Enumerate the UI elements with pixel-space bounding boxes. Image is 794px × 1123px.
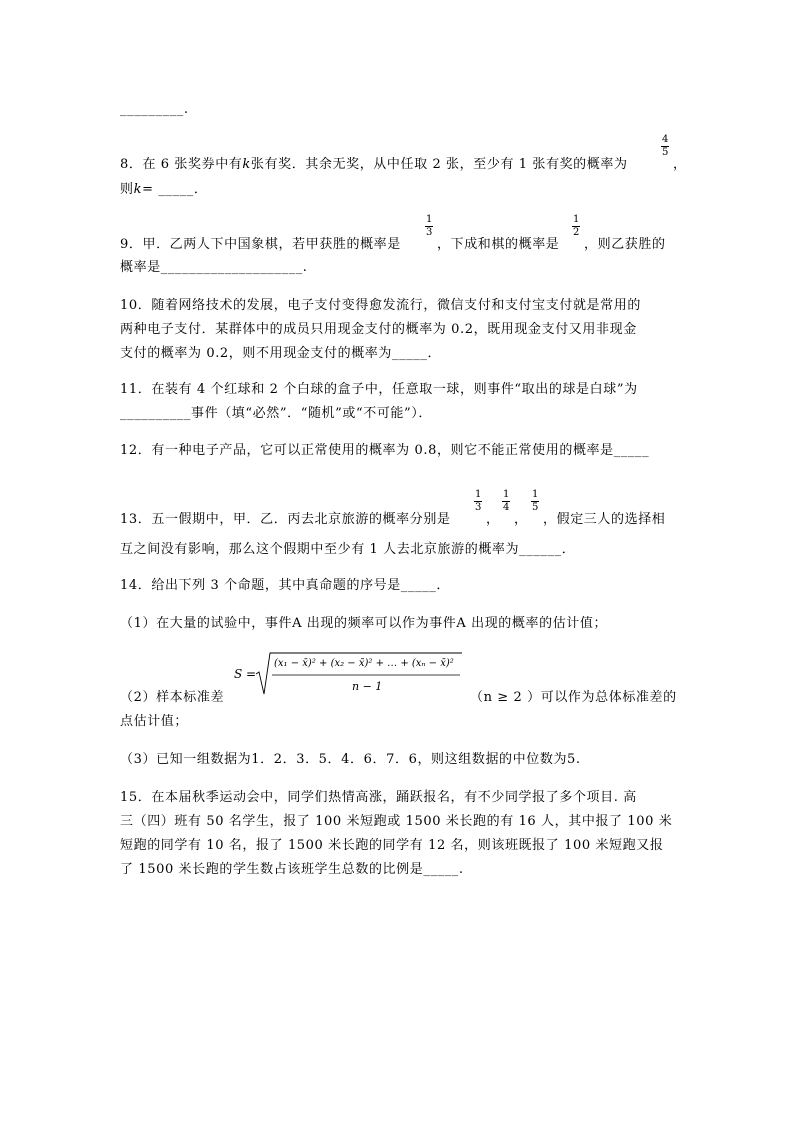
fraction-one-third-b xyxy=(474,489,482,514)
question-9-line-2: 概率是____________________. xyxy=(120,260,308,275)
fraction-numerator: 1 xyxy=(573,214,580,225)
proposition-3: （3）已知一组数据为1．2．3．5．4．6．7．6，则这组数据的中位数为5. xyxy=(120,752,581,767)
proposition-2-line-2: 点估计值； xyxy=(120,714,189,729)
q8-text-pre: 8．在 6 张奖券中有 xyxy=(120,157,243,172)
fraction-one-fourth xyxy=(502,489,510,514)
fraction-denominator: 2 xyxy=(573,227,580,238)
question-10-line-2: 两种电子支付．某群体中的成员只用现金支付的概率为 0.2，既用现金支付又用非现金 xyxy=(120,322,637,337)
fraction-one-half xyxy=(572,214,580,239)
proposition-1: （1）在大量的试验中，事件A 出现的频率可以作为事件A 出现的概率的估计值； xyxy=(120,616,608,631)
q13-separator-2: ， xyxy=(514,512,528,527)
fraction-one-fifth xyxy=(531,489,539,514)
question-10-line-1: 10．随着网络技术的发展，电子支付变得愈发流行，微信支付和支付宝支付就是常用的 xyxy=(120,298,641,313)
q8b-text-pre: 则 xyxy=(120,182,134,197)
question-8-line-1 xyxy=(120,157,628,173)
q13-text-end: ，假定三人的选择相 xyxy=(543,512,666,527)
q8-variable-k: k xyxy=(242,157,251,172)
fraction-denominator: 4 xyxy=(503,502,510,513)
question-11-line-2: __________事件（填“必然”．“随机”或“不可能”）． xyxy=(120,406,432,421)
q8-end-comma: ， xyxy=(673,157,687,172)
proposition-2-label: （2）样本标准差 xyxy=(120,690,225,705)
formula-denominator: n − 1 xyxy=(352,680,383,693)
fraction-numerator: 1 xyxy=(426,214,433,225)
question-14-line: 14．给出下列 3 个命题，其中真命题的序号是_____． xyxy=(120,578,450,593)
formula-numerator: (x₁ − x̄)² + (x₂ − x̄)² + … + (xₙ − x̄)² xyxy=(274,658,454,669)
question-13-line-1 xyxy=(120,512,451,528)
question-15-line-3: 短跑的同学有 10 名，报了 1500 米长跑的同学有 12 名，则该班既报了 100 米短跑又报 xyxy=(120,838,664,853)
q8b-variable-k: k xyxy=(133,182,143,197)
fraction-one-third xyxy=(425,214,433,239)
proposition-2-condition: （n ≥ 2 ）可以作为总体标准差的 xyxy=(470,690,677,705)
question-12-line: 12．有一种电子产品，它可以正常使用的概率为 0.8，则它不能正常使用的概率是_____ xyxy=(120,443,650,458)
question-15-line-4: 了 1500 米长跑的学生数占该班学生总数的比例是_____. xyxy=(120,862,464,877)
fraction-four-fifths xyxy=(661,134,669,159)
q9-text-mid: ，下成和棋的概率是 xyxy=(437,237,560,252)
fraction-denominator: 3 xyxy=(426,227,433,238)
question-13-line-2: 互之间没有影响，那么这个假期中至少有 1 人去北京旅游的概率为______． xyxy=(120,542,576,557)
q8-text-post: 张有奖．其余无奖，从中任取 2 张，至少有 1 张有奖的概率为 xyxy=(250,157,628,172)
fraction-denominator: 5 xyxy=(662,147,669,158)
q8b-text-post: = _____． xyxy=(142,182,208,197)
standard-deviation-formula xyxy=(234,650,464,702)
q9-text-end: ，则乙获胜的 xyxy=(584,237,666,252)
question-15-line-2: 三（四）班有 50 名学生，报了 100 米短跑或 1500 米长跑的有 16 人，其中报了 100 米 xyxy=(120,814,673,829)
question-9-line-1 xyxy=(120,237,401,253)
fraction-denominator: 5 xyxy=(532,502,539,513)
question-8-line-2 xyxy=(120,182,207,198)
fraction-numerator: 4 xyxy=(662,134,669,145)
question-10-line-3: 支付的概率为 0.2，则不用现金支付的概率为_____． xyxy=(120,346,442,361)
q13-text-pre: 13．五一假期中，甲．乙．丙去北京旅游的概率分别是 xyxy=(120,512,451,527)
formula-lhs: S = xyxy=(234,667,257,681)
fraction-numerator: 1 xyxy=(503,489,510,500)
answer-blank-line: _________. xyxy=(120,102,189,117)
q9-text-pre: 9．甲．乙两人下中国象棋，若甲获胜的概率是 xyxy=(120,237,401,252)
fraction-denominator: 3 xyxy=(475,502,482,513)
fraction-numerator: 1 xyxy=(532,489,539,500)
fraction-numerator: 1 xyxy=(475,489,482,500)
question-11-line-1: 11．在装有 4 个红球和 2 个白球的盒子中，任意取一球，则事件“取出的球是白球”为 xyxy=(120,382,638,397)
q13-separator-1: ， xyxy=(486,512,500,527)
question-15-line-1: 15．在本届秋季运动会中，同学们热情高涨，踊跃报名，有不少同学报了多个项目. 高 xyxy=(120,790,637,805)
